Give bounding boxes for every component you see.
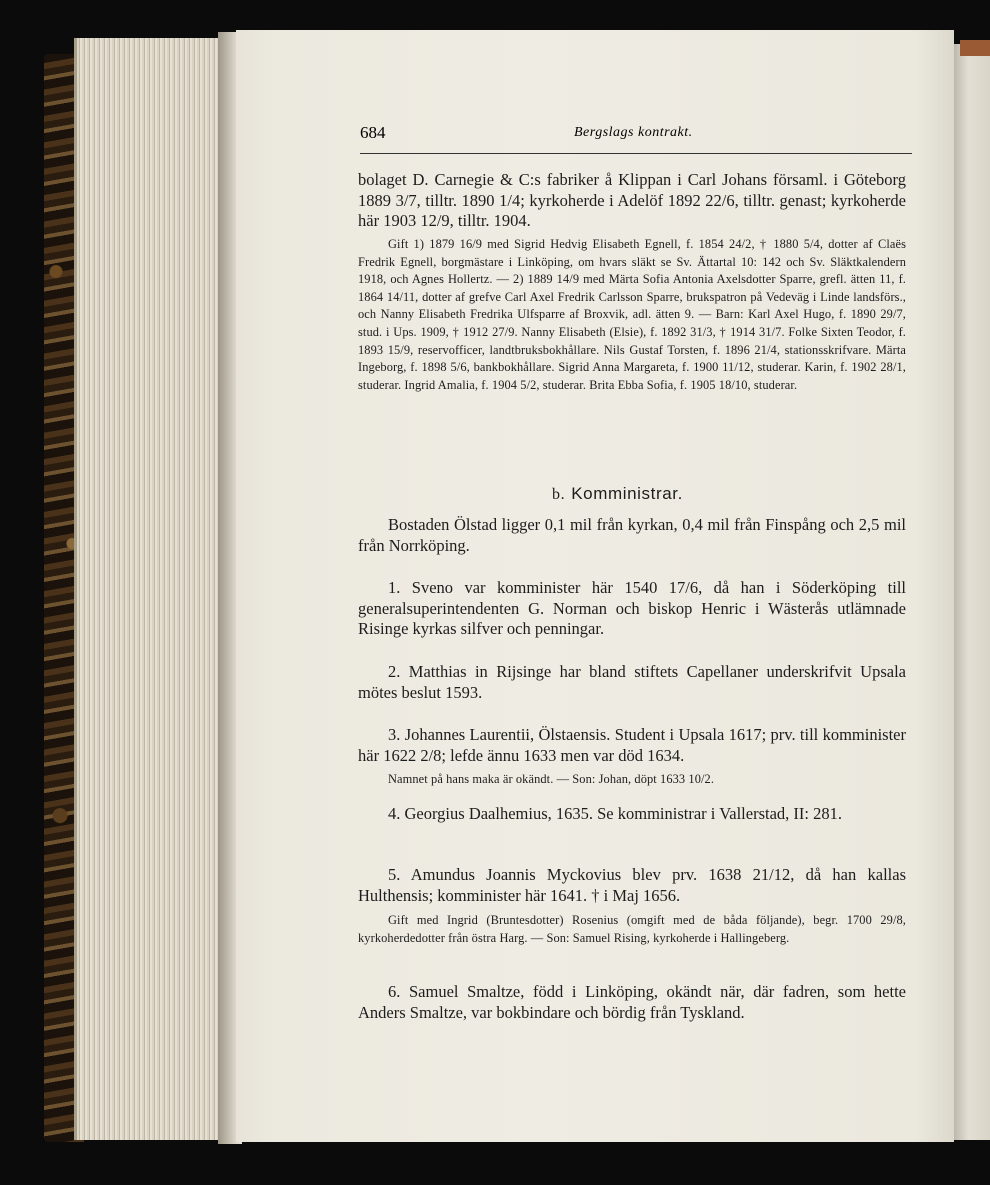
facing-page-edge: [954, 44, 990, 1140]
entry-2: 2. Matthias in Rijsinge har bland stiftets Capellaner underskrifvit Upsala mötes beslut 1593.: [358, 662, 906, 702]
facing-cover-corner: [960, 40, 990, 56]
entry-1: 1. Sveno var komminister här 1540 17/6, då han i Söderköping till generalsuperintendenten G. Norman och biskop Henric i Wästerås utlämnade Risinge kyrkas silfver och penningar.: [358, 578, 906, 638]
entry-1-block: [358, 578, 906, 640]
entry-5: 5. Amundus Joannis Myckovius blev prv. 1638 21/12, då han kallas Hulthensis; komminister här 1641. † i Maj 1656.: [358, 865, 906, 905]
entry-5-note: Gift med Ingrid (Bruntesdotter) Rosenius (omgift med de båda följande), begr. 1700 29/8, kyrkoherdedotter från östra Harg. — Son: Samuel Rising, kyrkoherde i Hallingeberg.: [358, 913, 906, 945]
family-note: Gift 1) 1879 16/9 med Sigrid Hedvig Elisabeth Egnell, f. 1854 24/2, † 1880 5/4, dotter af Claës Fredrik Egnell, borgmästare i Linköping, om hvars släkt se Sv. Ättartal 10: 142 och Sv. Släktkalendern 1918, och Agnes Hollertz. — 2) 1889 14/9 med Märta Sofia Antonia Axelsdotter Sparre, grefl. ätten 11, f. 1864 14/11, dotter af grefve Carl Axel Fredrik Carlsson Sparre, brukspatron på Vedeväg i Linde landsförs., och Nanny Elisabeth Fredrika Ulfsparre af Broxvik, adl. ätten 9. — Barn: Karl Axel Hugo, f. 1890 29/7, stud. i Ups. 1909, † 1912 27/9. Nanny Elisabeth (Elsie), f. 1892 31/3, † 1914 31/7. Folke Sixten Teodor, f. 1893 15/9, reservofficer, landtbruksbokhållare. Nils Gustaf Torsten, f. 1896 21/4, stationsskrifvare. Märta Ingeborg, f. 1898 5/6, bankbokhållare. Sigrid Anna Margareta, f. 1900 11/12, studerar. Karin, f. 1902 28/1, studerar. Ingrid Amalia, f. 1904 5/2, studerar. Brita Ebba Sofia, f. 1905 18/10, studerar.: [358, 237, 906, 392]
family-note-block: [358, 236, 906, 394]
section-heading: [552, 484, 683, 504]
page-block-edge: [74, 38, 237, 1140]
entry-3-block: [358, 725, 906, 789]
intro-paragraph-block: [358, 170, 906, 232]
bostaden-block: [358, 515, 906, 556]
intro-paragraph: bolaget D. Carnegie & C:s fabriker å Klippan i Carl Johans församl. i Göteborg 1889 3/7, tilltr. 1890 1/4; kyrkoherde i Adelöf 1892 22/6, tilltr. genast; kyrkoherde här 1903 12/9, tilltr. 1904.: [358, 170, 906, 230]
entry-2-block: [358, 662, 906, 703]
section-title: Komministrar.: [571, 484, 683, 503]
entry-3-note: Namnet på hans maka är okändt. — Son: Johan, döpt 1633 10/2.: [388, 772, 715, 786]
entry-6-block: [358, 982, 906, 1023]
entry-4: 4. Georgius Daalhemius, 1635. Se komministrar i Vallerstad, II: 281.: [388, 804, 842, 823]
section-letter: b.: [552, 486, 566, 503]
entry-4-block: [358, 804, 906, 825]
page-number: 684: [360, 123, 386, 142]
running-title: Bergslags kontrakt.: [574, 125, 693, 140]
page-header: [360, 123, 912, 154]
entry-3: 3. Johannes Laurentii, Ölstaensis. Student i Upsala 1617; prv. till komminister här 1622 2/8; lefde ännu 1633 men var död 1634.: [358, 725, 906, 765]
bostaden-paragraph: Bostaden Ölstad ligger 0,1 mil från kyrkan, 0,4 mil från Finspång och 2,5 mil från Norrköping.: [358, 515, 906, 555]
entry-6: 6. Samuel Smaltze, född i Linköping, okändt när, där fadren, som hette Anders Smaltze, var bokbindare och bördig från Tyskland.: [358, 982, 906, 1022]
entry-5-block: [358, 865, 906, 947]
